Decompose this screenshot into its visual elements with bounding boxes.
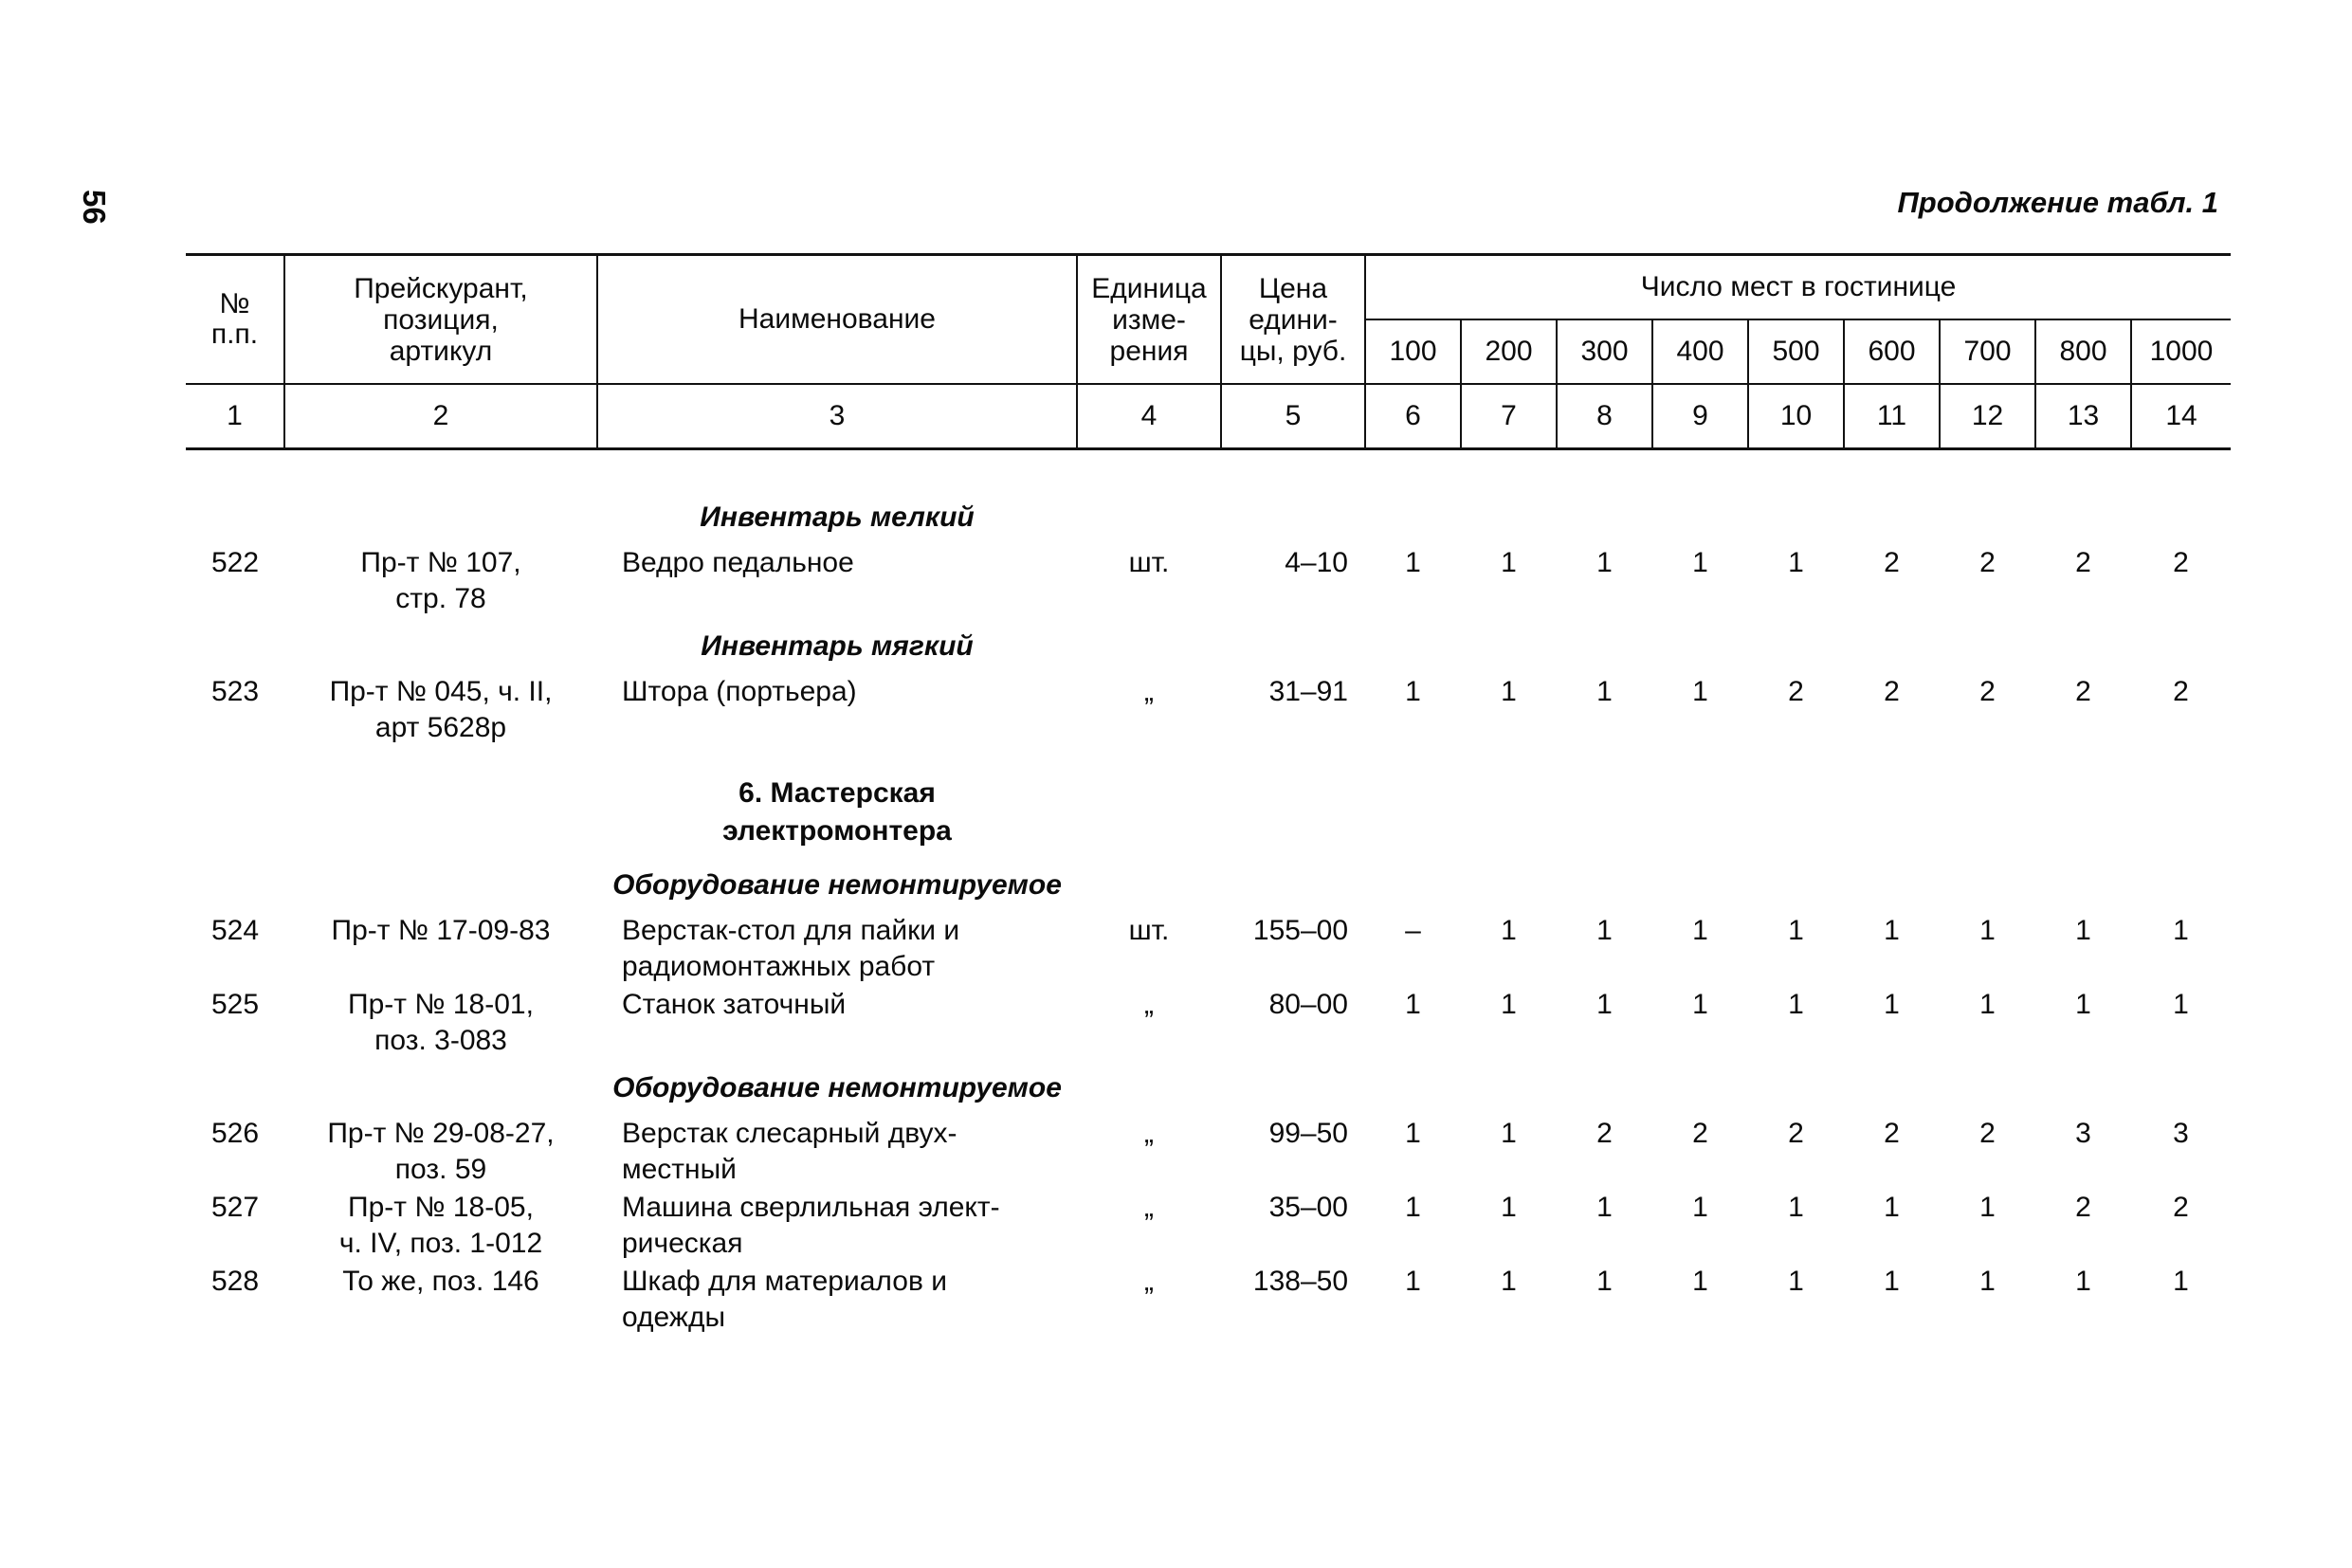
row-position: [186, 911, 284, 985]
row-price-list-ref: [284, 985, 597, 1059]
row-item-name-text: Станок заточный: [622, 989, 847, 1020]
row-quantity-text: 1: [1596, 1266, 1613, 1297]
row-quantity-text: 1: [1405, 547, 1421, 578]
row-quantity: [1365, 985, 1461, 1059]
row-price-list-ref-text: Пр-т № 107, стр. 78: [360, 547, 521, 614]
row-quantity-text: 1: [1788, 1192, 1804, 1223]
row-quantity-text: 1: [1596, 676, 1613, 707]
row-quantity: [1844, 1262, 1940, 1336]
row-quantity-text: 1: [1596, 989, 1613, 1020]
row-quantity: [1461, 1262, 1557, 1336]
row-quantity-text: 2: [1596, 1118, 1613, 1149]
row-quantity-text: 1: [1692, 676, 1708, 707]
row-quantity-text: 2: [2173, 1192, 2189, 1223]
row-quantity-text: 1: [1979, 989, 1996, 1020]
header-code: [284, 255, 597, 385]
row-quantity-text: 1: [2075, 989, 2091, 1020]
column-number: 10: [1748, 384, 1844, 449]
row-quantity: [1652, 911, 1748, 985]
table-row: [186, 911, 2231, 985]
header-capacity: 300: [1557, 319, 1652, 384]
row-quantity: [2131, 985, 2231, 1059]
row-unit-price-text: 138–50: [1252, 1266, 1348, 1297]
row-unit-price-text: 155–00: [1252, 915, 1348, 946]
row-quantity-text: 1: [2173, 1266, 2189, 1297]
row-quantity-text: 1: [1788, 1266, 1804, 1297]
column-number: 3: [597, 384, 1077, 449]
subheading: [597, 856, 1077, 911]
row-unit-text: „: [1144, 1118, 1154, 1149]
table-row: [186, 543, 2231, 617]
section-title-text: 6. Мастерская электромонтера: [722, 777, 952, 847]
row-quantity: [1940, 985, 2035, 1059]
row-quantity-text: 2: [1692, 1118, 1708, 1149]
row-unit-price: [1221, 911, 1365, 985]
row-quantity: [1940, 543, 2035, 617]
table-continuation-caption: Продолжение табл. 1: [1897, 186, 2218, 219]
row-price-list-ref: [284, 1114, 597, 1188]
spacer-row: [186, 449, 2231, 489]
row-unit-price-text: 31–91: [1268, 676, 1348, 707]
row-item-name-text: Ведро педальное: [622, 547, 854, 578]
row-unit-text: шт.: [1128, 547, 1170, 578]
header-capacity: 800: [2035, 319, 2131, 384]
row-quantity-text: 2: [2075, 676, 2091, 707]
row-quantity: [2035, 672, 2131, 746]
row-quantity: [1365, 1114, 1461, 1188]
row-quantity-text: 2: [1884, 547, 1900, 578]
row-quantity-text: 1: [1405, 989, 1421, 1020]
row-position-text: 525: [210, 989, 260, 1020]
row-unit-price-text: 35–00: [1268, 1192, 1348, 1223]
row-quantity: [1748, 672, 1844, 746]
row-item-name: [597, 672, 1077, 746]
row-quantity: [1940, 1114, 2035, 1188]
row-unit-text: „: [1144, 1192, 1154, 1223]
header-capacity: 400: [1652, 319, 1748, 384]
row-unit: [1077, 1114, 1221, 1188]
row-unit-price: [1221, 1114, 1365, 1188]
row-quantity-text: 3: [2075, 1118, 2091, 1149]
header-capacity: 1000: [2131, 319, 2231, 384]
row-unit-price: [1221, 1188, 1365, 1262]
row-position-text: 528: [210, 1266, 260, 1297]
row-position: [186, 1262, 284, 1336]
table-row: [186, 1262, 2231, 1336]
column-number: 5: [1221, 384, 1365, 449]
row-quantity-text: 2: [2173, 547, 2189, 578]
row-item-name: [597, 1262, 1077, 1336]
row-quantity: [1748, 1114, 1844, 1188]
row-quantity: [1940, 672, 2035, 746]
header-code-text: Прейскурант, позиция, артикул: [354, 272, 528, 367]
row-quantity-text: 1: [1979, 1266, 1996, 1297]
row-quantity-text: 1: [1692, 989, 1708, 1020]
row-price-list-ref-text: Пр-т № 045, ч. II, арт 5628р: [329, 676, 553, 743]
table-row: [186, 1188, 2231, 1262]
row-quantity-text: 1: [1692, 547, 1708, 578]
row-quantity: [1557, 543, 1652, 617]
row-quantity-text: 1: [1596, 547, 1613, 578]
row-quantity: [1557, 1114, 1652, 1188]
row-quantity: [2131, 1114, 2231, 1188]
row-unit: [1077, 1188, 1221, 1262]
row-quantity: [1940, 911, 2035, 985]
row-price-list-ref: [284, 911, 597, 985]
subheading: [597, 488, 1077, 543]
row-quantity: [1748, 1188, 1844, 1262]
column-number: 11: [1844, 384, 1940, 449]
row-quantity-text: 2: [1979, 547, 1996, 578]
row-quantity: [1557, 672, 1652, 746]
row-unit-price: [1221, 672, 1365, 746]
row-unit-price-text: 4–10: [1285, 547, 1348, 578]
row-quantity: [1461, 672, 1557, 746]
row-position-text: 526: [210, 1118, 260, 1149]
row-item-name: [597, 911, 1077, 985]
row-item-name-text: Шкаф для материалов и одежды: [622, 1266, 947, 1333]
column-number: 1: [186, 384, 284, 449]
row-position: [186, 543, 284, 617]
row-quantity: [1557, 911, 1652, 985]
row-quantity: [1365, 543, 1461, 617]
column-number: 13: [2035, 384, 2131, 449]
row-unit: [1077, 1262, 1221, 1336]
row-price-list-ref-text: Пр-т № 18-01, поз. 3-083: [348, 989, 534, 1056]
row-unit-price: [1221, 543, 1365, 617]
subheading-text: Оборудование немонтируемое: [612, 1072, 1062, 1103]
row-item-name: [597, 1114, 1077, 1188]
row-unit: [1077, 985, 1221, 1059]
row-quantity-text: 1: [2075, 1266, 2091, 1297]
row-position: [186, 672, 284, 746]
header-pos: [186, 255, 284, 385]
row-quantity: [2131, 911, 2231, 985]
row-quantity: [2131, 543, 2231, 617]
subheading-text: Инвентарь мелкий: [700, 501, 975, 533]
row-quantity: [2131, 672, 2231, 746]
row-quantity: [1844, 1188, 1940, 1262]
row-item-name: [597, 1188, 1077, 1262]
subheading-row: [186, 1059, 2231, 1114]
row-quantity: [1365, 672, 1461, 746]
row-item-name: [597, 985, 1077, 1059]
header-name-text: Наименование: [738, 303, 936, 335]
row-quantity: [1461, 543, 1557, 617]
row-quantity-text: 1: [1501, 547, 1517, 578]
section-title: [597, 746, 1077, 856]
row-quantity: [1652, 1114, 1748, 1188]
row-quantity-text: 2: [2075, 1192, 2091, 1223]
subheading-row: [186, 617, 2231, 672]
row-quantity: [1652, 672, 1748, 746]
row-price-list-ref-text: То же, поз. 146: [342, 1266, 539, 1297]
row-quantity: [1557, 1262, 1652, 1336]
column-number: 2: [284, 384, 597, 449]
row-quantity: [1844, 985, 1940, 1059]
column-number: 14: [2131, 384, 2231, 449]
row-quantity-text: 1: [1788, 915, 1804, 946]
page-number: 56: [77, 190, 112, 225]
row-unit-text: „: [1144, 989, 1154, 1020]
header-unit: [1077, 255, 1221, 385]
row-quantity: [2035, 1114, 2131, 1188]
header-pos-text: № п.п.: [210, 288, 259, 350]
row-quantity-text: 1: [1501, 1118, 1517, 1149]
subheading-text: Оборудование немонтируемое: [612, 869, 1062, 901]
row-quantity: [1652, 543, 1748, 617]
row-quantity-text: 1: [2173, 989, 2189, 1020]
row-position-text: 523: [210, 676, 260, 707]
row-item-name: [597, 543, 1077, 617]
row-quantity-text: 3: [2173, 1118, 2189, 1149]
row-quantity-text: 1: [1979, 1192, 1996, 1223]
row-position-text: 524: [210, 915, 260, 946]
row-quantity-text: 1: [1692, 1192, 1708, 1223]
row-item-name-text: Машина сверлильная элект- рическая: [622, 1192, 1000, 1259]
row-quantity-text: 1: [1405, 1118, 1421, 1149]
row-quantity: [1940, 1262, 2035, 1336]
header-capacity: 500: [1748, 319, 1844, 384]
header-column-numbers: [186, 384, 2231, 449]
row-quantity-text: 1: [1501, 989, 1517, 1020]
column-number: 4: [1077, 384, 1221, 449]
row-position: [186, 1188, 284, 1262]
header-price: [1221, 255, 1365, 385]
row-quantity: [2131, 1262, 2231, 1336]
row-quantity-text: 2: [1979, 1118, 1996, 1149]
row-quantity-text: 1: [1884, 989, 1900, 1020]
header-capacity-group: Число мест в гостинице: [1365, 255, 2231, 320]
row-quantity: [2035, 1188, 2131, 1262]
row-unit: [1077, 672, 1221, 746]
subheading-row: [186, 488, 2231, 543]
row-quantity-text: 1: [1405, 676, 1421, 707]
row-quantity-text: 1: [1501, 1192, 1517, 1223]
row-quantity-text: 1: [1501, 915, 1517, 946]
row-item-name-text: Верстак слесарный двух- местный: [622, 1118, 957, 1185]
row-quantity-text: 1: [1788, 547, 1804, 578]
row-quantity-text: 2: [1884, 1118, 1900, 1149]
table-body: [186, 449, 2231, 1337]
row-quantity: [1461, 1114, 1557, 1188]
row-quantity-text: 1: [1884, 1192, 1900, 1223]
row-quantity: [1844, 1114, 1940, 1188]
subheading: [597, 617, 1077, 672]
row-price-list-ref: [284, 1262, 597, 1336]
row-quantity: [2035, 543, 2131, 617]
header-capacity: 600: [1844, 319, 1940, 384]
row-quantity: [2035, 985, 2131, 1059]
row-quantity-text: 1: [1979, 915, 1996, 946]
row-item-name-text: Верстак-стол для пайки и радиомонтажных работ: [622, 915, 960, 982]
column-number: 6: [1365, 384, 1461, 449]
row-quantity-text: 2: [1884, 676, 1900, 707]
header-capacity: 100: [1365, 319, 1461, 384]
row-price-list-ref-text: Пр-т № 17-09-83: [331, 915, 551, 946]
row-quantity-text: 2: [1979, 676, 1996, 707]
row-quantity-text: 1: [1405, 1266, 1421, 1297]
row-quantity-text: 1: [1501, 1266, 1517, 1297]
row-quantity-text: 2: [1788, 1118, 1804, 1149]
column-number: 12: [1940, 384, 2035, 449]
column-number: 9: [1652, 384, 1748, 449]
row-quantity: [1748, 985, 1844, 1059]
header-price-text: Цена едини- цы, руб.: [1239, 272, 1347, 367]
row-unit-price: [1221, 985, 1365, 1059]
table-row: [186, 985, 2231, 1059]
row-quantity: [1461, 1188, 1557, 1262]
row-quantity: [1844, 911, 1940, 985]
row-quantity-text: 1: [1501, 676, 1517, 707]
row-quantity: [1748, 1262, 1844, 1336]
row-quantity-text: 1: [1596, 915, 1613, 946]
row-quantity: [1748, 543, 1844, 617]
subheading: [597, 1059, 1077, 1114]
header-unit-text: Единица изме- рения: [1091, 272, 1207, 367]
section-title-row: [186, 746, 2231, 856]
table-row: [186, 672, 2231, 746]
row-quantity: [1652, 1188, 1748, 1262]
row-price-list-ref: [284, 543, 597, 617]
row-quantity-text: 1: [1405, 1192, 1421, 1223]
row-unit-price-text: 80–00: [1268, 989, 1348, 1020]
row-quantity-text: –: [1405, 915, 1421, 946]
row-position: [186, 985, 284, 1059]
row-quantity: [1652, 1262, 1748, 1336]
row-unit-text: шт.: [1128, 915, 1170, 946]
subheading-text: Инвентарь мягкий: [701, 630, 974, 662]
header-capacity: 200: [1461, 319, 1557, 384]
row-price-list-ref-text: Пр-т № 29-08-27, поз. 59: [327, 1118, 555, 1185]
row-price-list-ref: [284, 672, 597, 746]
row-unit-text: „: [1144, 676, 1154, 707]
header-name: [597, 255, 1077, 385]
row-price-list-ref: [284, 1188, 597, 1262]
row-quantity-text: 1: [2075, 915, 2091, 946]
row-quantity: [1461, 985, 1557, 1059]
row-quantity: [1365, 1262, 1461, 1336]
row-quantity: [1365, 1188, 1461, 1262]
row-quantity: [1940, 1188, 2035, 1262]
row-quantity-text: 1: [1692, 915, 1708, 946]
row-quantity: [1461, 911, 1557, 985]
row-position: [186, 1114, 284, 1188]
row-quantity: [1748, 911, 1844, 985]
row-quantity: [1844, 672, 1940, 746]
row-quantity: [1652, 985, 1748, 1059]
row-quantity: [2035, 911, 2131, 985]
row-quantity: [1557, 985, 1652, 1059]
row-unit-price-text: 99–50: [1268, 1118, 1348, 1149]
equipment-table: [186, 253, 2231, 1336]
column-number: 7: [1461, 384, 1557, 449]
row-quantity-text: 1: [1788, 989, 1804, 1020]
row-quantity-text: 2: [1788, 676, 1804, 707]
column-number: 8: [1557, 384, 1652, 449]
row-unit-text: „: [1144, 1266, 1154, 1297]
table-row: [186, 1114, 2231, 1188]
row-position-text: 527: [210, 1192, 260, 1223]
row-quantity: [2035, 1262, 2131, 1336]
row-unit-price: [1221, 1262, 1365, 1336]
row-quantity-text: 2: [2075, 547, 2091, 578]
header-capacity: 700: [1940, 319, 2035, 384]
row-item-name-text: Штора (портьера): [622, 676, 857, 707]
row-quantity: [2131, 1188, 2231, 1262]
row-quantity-text: 2: [2173, 676, 2189, 707]
row-quantity-text: 1: [1596, 1192, 1613, 1223]
row-quantity: [1365, 911, 1461, 985]
row-unit: [1077, 911, 1221, 985]
row-quantity-text: 1: [2173, 915, 2189, 946]
row-quantity: [1844, 543, 1940, 617]
row-quantity: [1557, 1188, 1652, 1262]
subheading-row: [186, 856, 2231, 911]
row-position-text: 522: [210, 547, 260, 578]
row-quantity-text: 1: [1884, 1266, 1900, 1297]
row-quantity-text: 1: [1692, 1266, 1708, 1297]
row-quantity-text: 1: [1884, 915, 1900, 946]
row-price-list-ref-text: Пр-т № 18-05, ч. IV, поз. 1-012: [338, 1192, 543, 1259]
row-unit: [1077, 543, 1221, 617]
